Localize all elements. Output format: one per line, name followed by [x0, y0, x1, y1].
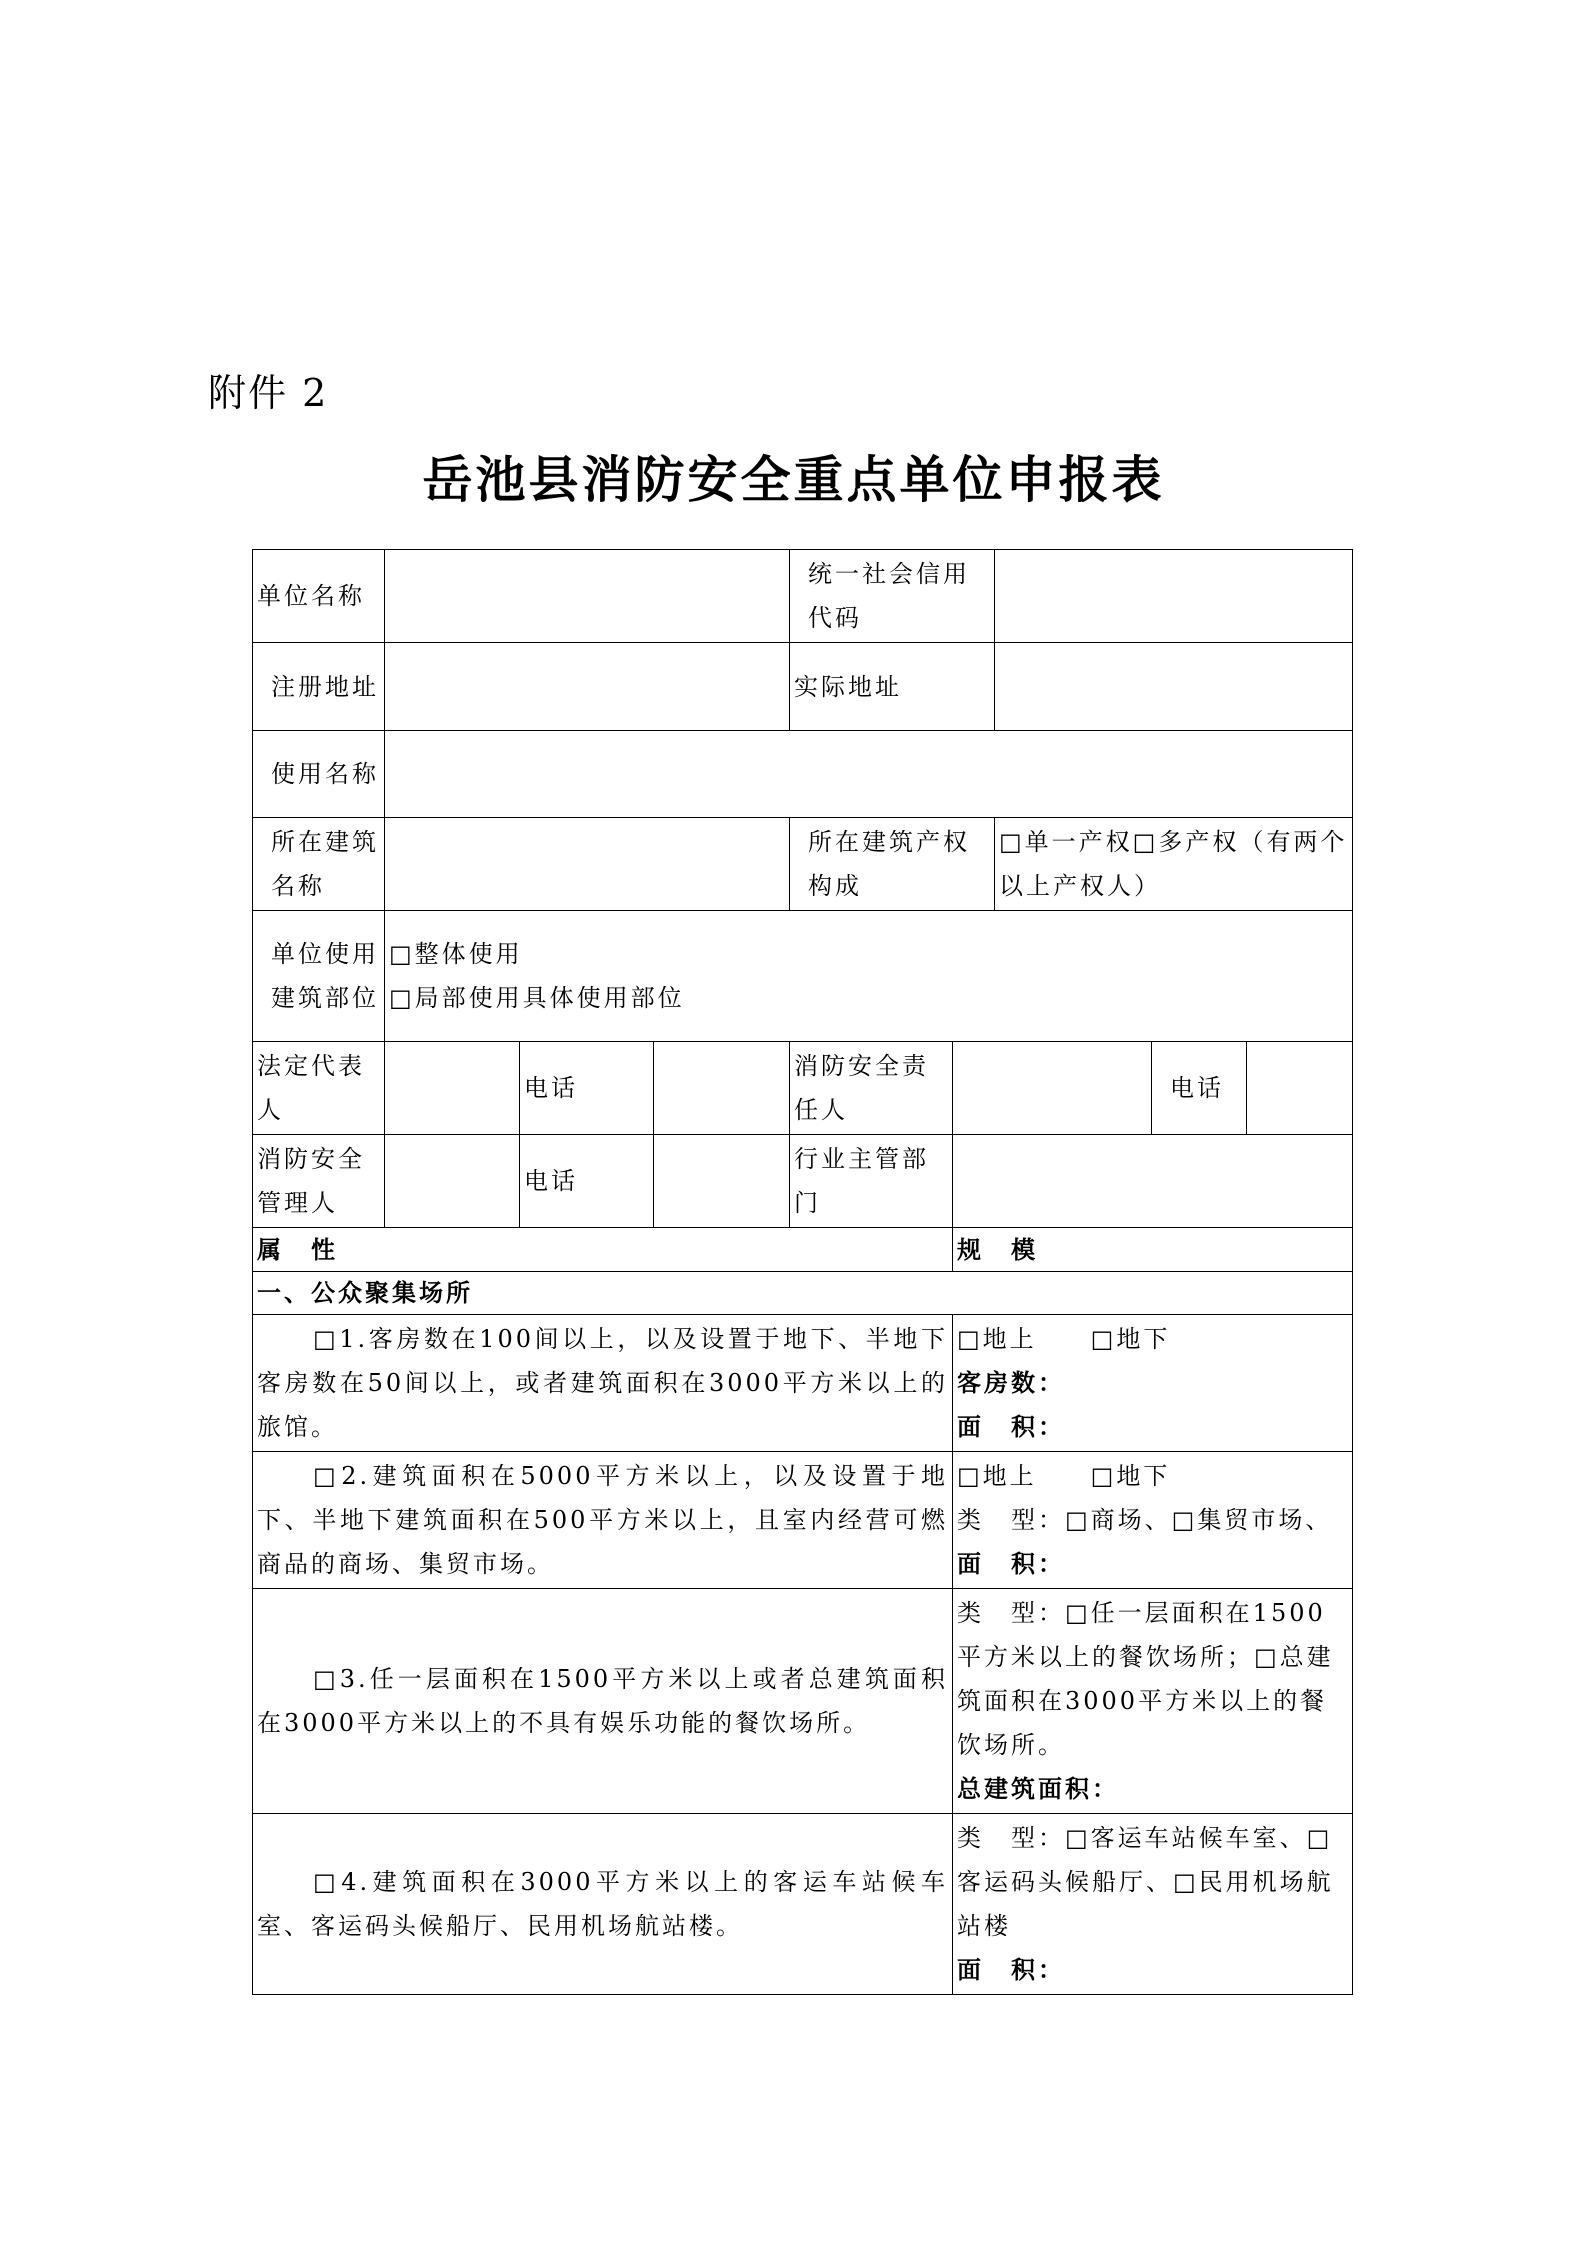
- property-structure-label: 所在建筑产权构成: [790, 818, 995, 911]
- safety-responsible-field[interactable]: [953, 1042, 1152, 1135]
- item-1-scale[interactable]: [953, 1315, 1353, 1452]
- building-name-label: 所在建筑名称: [253, 818, 385, 911]
- item-1-location[interactable]: □地上 □地下: [957, 1325, 1171, 1353]
- use-name-field[interactable]: [385, 731, 1353, 818]
- page-title: 岳池县消防安全重点单位申报表: [422, 450, 1165, 509]
- item-2-scale[interactable]: [953, 1452, 1353, 1589]
- item-2-type[interactable]: 类 型：□商场、□集贸市场、: [957, 1506, 1333, 1534]
- item-3-checkbox[interactable]: □3.任一层面积在1500平方米以上或者总建筑面积在3000平方米以上的不具有娱乐功能的餐饮场所。: [253, 1589, 953, 1814]
- property-options[interactable]: □单一产权□多产权（有两个以上产权人）: [995, 818, 1353, 911]
- safety-manager-phone-label: 电话: [520, 1135, 654, 1228]
- scale-header: 规 模: [953, 1228, 1353, 1272]
- item-4-type[interactable]: 类 型：□客运车站候车室、□客运码头候船厅、□民用机场航站楼: [957, 1824, 1334, 1940]
- item-4-scale[interactable]: [953, 1814, 1353, 1995]
- safety-responsible-label: 消防安全责任人: [790, 1042, 953, 1135]
- item-2-location[interactable]: □地上 □地下: [957, 1462, 1171, 1490]
- legal-rep-phone-label: 电话: [520, 1042, 654, 1135]
- reg-address-field[interactable]: [385, 643, 790, 731]
- usage-part-label: 单位使用建筑部位: [253, 911, 385, 1042]
- item-3-scale[interactable]: [953, 1589, 1353, 1814]
- section-public-gathering: 一、公众聚集场所: [253, 1272, 1353, 1315]
- legal-rep-field[interactable]: [385, 1042, 520, 1135]
- item-4-area[interactable]: 面 积：: [957, 1955, 1065, 1984]
- safety-responsible-phone-label: 电话: [1152, 1042, 1247, 1135]
- usage-partial-option[interactable]: □局部使用具体使用部位: [389, 984, 685, 1012]
- reg-address-label: 注册地址: [253, 643, 385, 731]
- actual-address-field[interactable]: [995, 643, 1353, 731]
- credit-code-field[interactable]: [995, 550, 1353, 643]
- actual-address-label: 实际地址: [790, 643, 995, 731]
- industry-dept-label: 行业主管部门: [790, 1135, 953, 1228]
- unit-name-field[interactable]: [385, 550, 790, 643]
- item-1-rooms[interactable]: 客房数：: [957, 1368, 1065, 1397]
- safety-manager-phone-field[interactable]: [654, 1135, 790, 1228]
- safety-responsible-phone-field[interactable]: [1247, 1042, 1353, 1135]
- use-name-label: 使用名称: [253, 731, 385, 818]
- legal-rep-label: 法定代表人: [253, 1042, 385, 1135]
- credit-code-label: 统一社会信用代码: [790, 550, 995, 643]
- item-4-checkbox[interactable]: □4.建筑面积在3000平方米以上的客运车站候车室、客运码头候船厅、民用机场航站楼。: [253, 1814, 953, 1995]
- building-name-field[interactable]: [385, 818, 790, 911]
- usage-whole-option[interactable]: □整体使用: [389, 940, 523, 968]
- application-form: [252, 549, 1353, 1995]
- item-2-area[interactable]: 面 积：: [957, 1549, 1065, 1578]
- item-2-checkbox[interactable]: □2.建筑面积在5000平方米以上，以及设置于地下、半地下建筑面积在500平方米以上，且室内经营可燃商品的商场、集贸市场。: [253, 1452, 953, 1589]
- industry-dept-field[interactable]: [953, 1135, 1353, 1228]
- unit-name-label: 单位名称: [253, 550, 385, 643]
- item-3-total-area[interactable]: 总建筑面积：: [957, 1774, 1119, 1803]
- attachment-label: 附件 2: [208, 371, 329, 415]
- usage-part-options[interactable]: [385, 911, 1353, 1042]
- safety-manager-label: 消防安全管理人: [253, 1135, 385, 1228]
- legal-rep-phone-field[interactable]: [654, 1042, 790, 1135]
- item-1-checkbox[interactable]: □1.客房数在100间以上，以及设置于地下、半地下客房数在50间以上，或者建筑面积在3000平方米以上的旅馆。: [253, 1315, 953, 1452]
- safety-manager-field[interactable]: [385, 1135, 520, 1228]
- item-3-type[interactable]: 类 型：□任一层面积在1500平方米以上的餐饮场所；□总建筑面积在3000平方米以上的餐饮场所。: [957, 1599, 1334, 1759]
- item-1-area[interactable]: 面 积：: [957, 1412, 1065, 1441]
- attribute-header: 属 性: [253, 1228, 953, 1272]
